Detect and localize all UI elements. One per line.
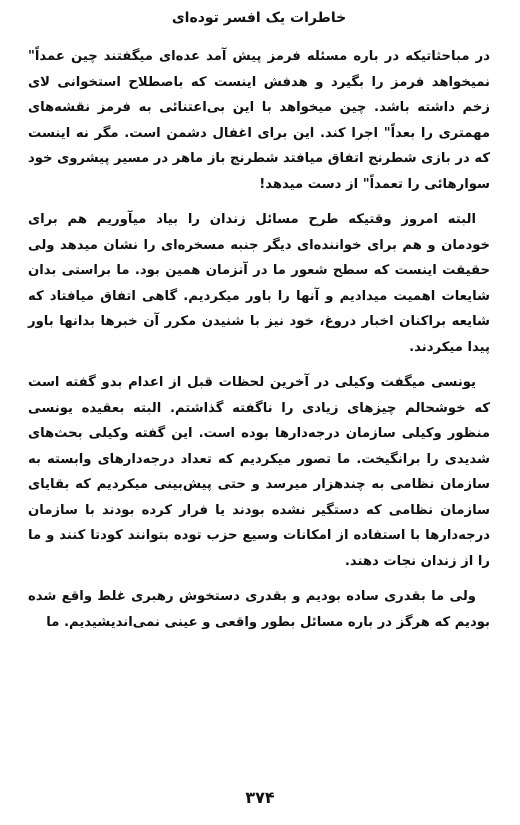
paragraph-2-text: البته امروز وقتیکه طرح مسائل زندان را بیاد میآوریم هم برای خودمان و هم برای خواننده‌ای دیگر جنبه مسخره‌ای را نشان میدهد ولی حقیقت اینست که سطح شعور ما در آنزمان همین بود. ما براستی بدان شایعات اهمیت میدادیم و آنها را باور میکردیم. گاهی اتفاق میافتاد که شایعه براکنان اخبار دروغ، خود نیز با شنیدن مکرر آن خبرها بدانها باور پیدا میکردند.: [28, 212, 490, 355]
paragraph-1: [28, 44, 490, 197]
paragraph-2: [28, 207, 490, 360]
paragraph-4: [28, 584, 490, 635]
paragraph-3: [28, 370, 490, 574]
paragraph-1-text: در مباحثاتیکه در باره مسئله فرمز پیش آمد عده‌ای میگفتند چین عمداً" نمیخواهد فرمز را بگیرد و هدفش اینست که باصطلاح استخوانی لای زخم داشته باشد. چین میخواهد با این بی‌اعتنائی به فرمز نقشه‌های مهمتری را بعداً" اجرا کند. این برای اغفال دشمن است. مگر نه اینست که در بازی شطرنج اتفاق میافتد شطرنج باز ماهر در مسیر پیشروی خود سوارهائی را تعمداً" از دست میدهد!: [28, 49, 490, 192]
paragraph-4-text: ولی ما بقدری ساده بودیم و بقدری دستخوش رهبری غلط واقع شده بودیم که هرگز در باره مسائل بطور واقعی و عینی نمی‌اندیشیدیم. ما: [28, 589, 490, 630]
paragraph-3-text: یونسی میگفت وکیلی در آخرین لحظات قبل از اعدام بدو گفته است که خوشحالم چیزهای زیادی را ناگفته گذاشتم. البته بعقیده یونسی منظور وکیلی سازمان درجه‌دارها بوده است. این گفته وکیلی بحث‌های شدیدی را برانگیخت. ما تصور میکردیم که تعداد درجه‌دارهای وابسته به سازمان نظامی به چندهزار میرسد و حتی پیش‌بینی میکردیم که بقایای سازمان نظامی که دستگیر نشده بودند یا فرار کرده بودند با سازمان درجه‌دارها با استفاده از امکانات وسیع حزب توده بتوانند کودتا کنند و ما را از زندان نجات دهند.: [28, 375, 490, 569]
running-header: خاطرات یک افسر توده‌ای: [171, 10, 347, 26]
page-number: ۳۷۴: [245, 788, 275, 807]
